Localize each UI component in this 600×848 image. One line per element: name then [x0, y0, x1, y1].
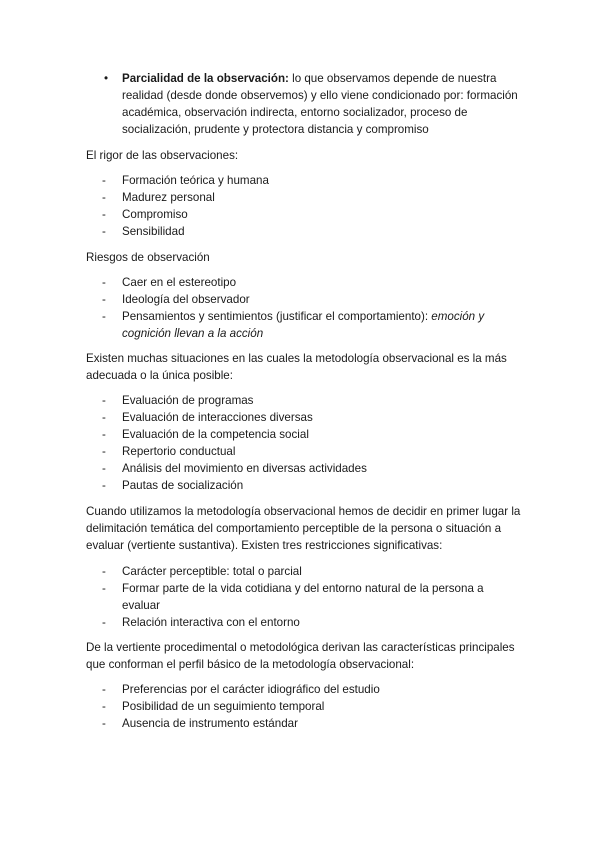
list-item: - Ideología del observador [102, 293, 250, 306]
situaciones-heading: Existen muchas situaciones en las cuales la metodología observacional es la más adecuada o la única posible: [86, 352, 507, 382]
parcialidad-definition: lo que observamos depende de nuestra realidad (desde donde observemos) y ello viene condicionado por: formación académica, observación indirecta, entorno socializador, proceso de socialización, prudente y protectora distancia y compromiso [122, 72, 518, 136]
list-item: - Preferencias por el carácter idiográfico del estudio [102, 683, 380, 696]
parcialidad-term: Parcialidad de la observación: [122, 72, 289, 85]
list-item: - Evaluación de interacciones diversas [102, 411, 313, 424]
situaciones-list [102, 392, 522, 494]
parcialidad-bullet [104, 70, 524, 138]
procedimental-list [102, 681, 522, 732]
list-item: - Carácter perceptible: total o parcial [102, 565, 302, 578]
list-item: - Sensibilidad [102, 225, 185, 238]
list-item: - Pautas de socialización [102, 479, 244, 492]
parcialidad-text [122, 70, 524, 138]
restricciones-heading: Cuando utilizamos la metodología observacional hemos de decidir en primer lugar la delimitación temática del comportamiento perceptible de la persona o situación a evaluar (vertiente sustantiva). Existen tres restricciones significativas: [86, 505, 521, 552]
list-item: - Formación teórica y humana [102, 174, 269, 187]
emphasis-text: emoción y cognición llevan a la acción [122, 310, 485, 340]
list-item: - Caer en el estereotipo [102, 276, 237, 289]
riesgos-heading: Riesgos de observación [86, 251, 210, 264]
riesgos-list [102, 274, 522, 342]
list-item: - Análisis del movimiento en diversas actividades [102, 462, 367, 475]
rigor-list [102, 172, 522, 240]
bullet-marker: • [104, 72, 109, 85]
list-item: - Formar parte de la vida cotidiana y del entorno natural de la persona a evaluar [102, 582, 484, 612]
list-item: - Pensamientos y sentimientos (justificar el comportamiento): emoción y cognición llevan a la acción [102, 310, 485, 340]
rigor-heading: El rigor de las observaciones: [86, 149, 239, 162]
list-item: - Repertorio conductual [102, 445, 236, 458]
list-item: - Posibilidad de un seguimiento temporal [102, 700, 325, 713]
procedimental-heading: De la vertiente procedimental o metodológica derivan las características principales que conforman el perfil básico de la metodología observacional: [86, 641, 515, 671]
restricciones-list [102, 563, 522, 631]
list-item: - Evaluación de la competencia social [102, 428, 309, 441]
list-item: - Madurez personal [102, 191, 215, 204]
list-item: - Relación interactiva con el entorno [102, 616, 300, 629]
list-item: - Compromiso [102, 208, 188, 221]
list-item: - Evaluación de programas [102, 394, 254, 407]
list-item: - Ausencia de instrumento estándar [102, 717, 298, 730]
